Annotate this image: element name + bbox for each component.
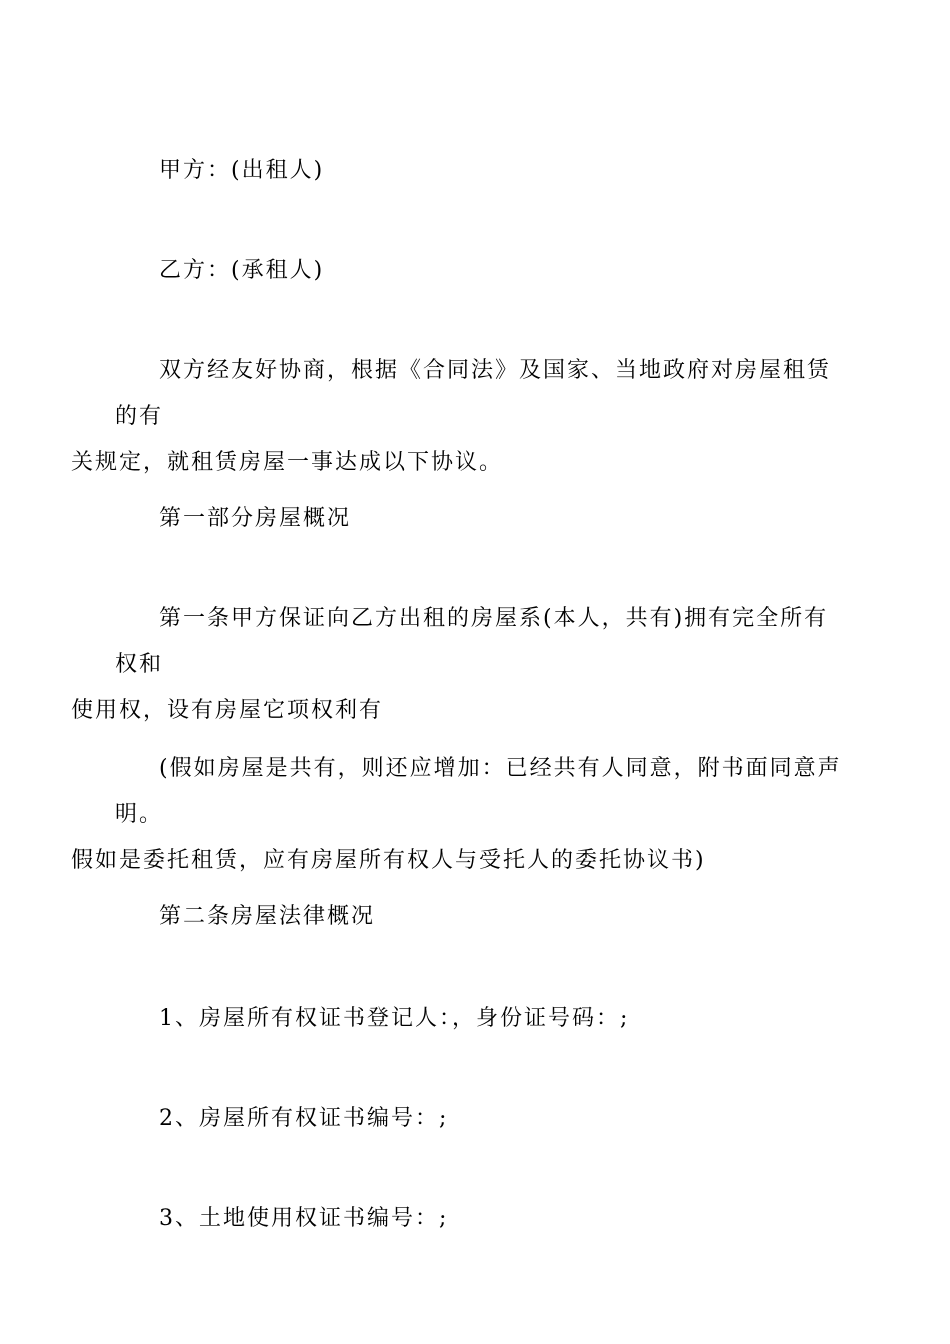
text-line: 第一部分房屋概况 [159, 506, 352, 531]
text-line: 甲方：(出租人) [159, 158, 325, 183]
text-line: 乙方：(承租人) [159, 258, 325, 283]
note-paragraph [71, 746, 845, 884]
article-paragraph [71, 596, 845, 734]
text-line: 第二条房屋法律概况 [159, 904, 376, 929]
article-heading [115, 894, 845, 940]
text-line: 关规定，就租赁房屋一事达成以下协议。 [71, 450, 504, 475]
section-heading [115, 496, 845, 542]
preamble-paragraph [71, 348, 845, 486]
text-line: 使用权，设有房屋它项权利有 [71, 698, 384, 723]
text-line: 3、土地使用权证书编号：; [159, 1206, 449, 1231]
text-line: (假如房屋是共有，则还应增加：已经共有人同意，附书面同意声明。 [115, 756, 842, 827]
text-line: 双方经友好协商，根据《合同法》及国家、当地政府对房屋租赁的有 [115, 358, 832, 429]
text-line: 第一条甲方保证向乙方出租的房屋系(本人，共有)拥有完全所有权和 [115, 606, 829, 677]
party-b-line [115, 248, 845, 294]
list-item [115, 1196, 845, 1242]
text-line: 1、房屋所有权证书登记人：，身份证号码：; [159, 1006, 630, 1031]
text-line: 2、房屋所有权证书编号：; [159, 1106, 449, 1131]
party-a-line [115, 148, 845, 194]
list-item [115, 1096, 845, 1142]
list-item [115, 996, 845, 1042]
text-line: 假如是委托租赁，应有房屋所有权人与受托人的委托协议书) [71, 848, 706, 873]
